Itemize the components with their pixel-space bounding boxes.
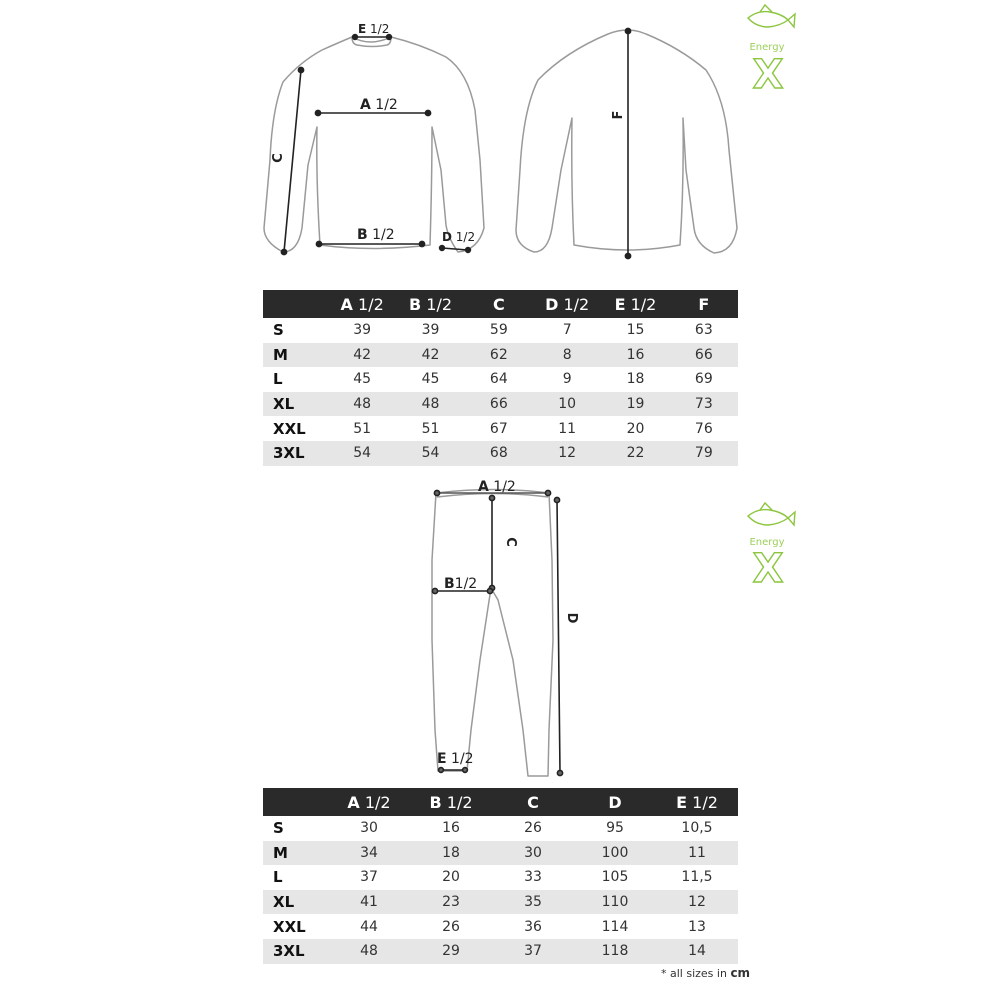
measurement-cell: 45: [421, 371, 440, 388]
pants-label-b: B1/2: [444, 576, 478, 592]
measurement-cell: 67: [489, 420, 508, 437]
measurement-cell: 19: [601, 392, 669, 417]
carp-fish-icon: [748, 5, 795, 27]
measurement-cell: 23: [410, 890, 492, 915]
shirt-back-outline: [516, 30, 737, 253]
table-row: [263, 841, 738, 866]
table-row: [263, 890, 738, 915]
measurement-cell: 110: [574, 890, 656, 915]
size-label: XL: [263, 392, 328, 417]
measurement-cell: 76: [694, 420, 713, 437]
measurement-cell: 48: [328, 939, 410, 964]
measurement-cell: 30: [360, 820, 378, 837]
units-footnote: * all sizes in cm: [661, 966, 751, 980]
measurement-cell: 30: [492, 841, 574, 866]
measurement-cell: 48: [328, 392, 396, 417]
svg-text:Energy: Energy: [749, 42, 785, 53]
measurement-cell: 51: [421, 420, 440, 437]
measurement-cell: 105: [601, 869, 629, 886]
measurement-cell: 16: [442, 820, 460, 837]
measurement-cell: 37: [492, 939, 574, 964]
col-header: D: [574, 788, 656, 816]
measurement-cell: 54: [396, 441, 464, 466]
measurement-cell: 33: [524, 869, 542, 886]
size-label: XXL: [273, 917, 306, 936]
measurement-cell: 34: [328, 841, 410, 866]
size-label: S: [273, 819, 284, 838]
table-row: [263, 441, 738, 466]
svg-text:X: X: [752, 52, 784, 98]
measurement-cell: 7: [562, 322, 572, 339]
size-label: L: [273, 370, 283, 389]
table-row: [263, 416, 738, 441]
measurement-cell: 11: [656, 841, 738, 866]
measurement-cell: 79: [670, 441, 738, 466]
shirt-label-a: A 1/2: [360, 97, 398, 113]
measurement-cell: 20: [442, 869, 460, 886]
svg-text:X: X: [752, 546, 784, 592]
measurement-cell: 9: [562, 371, 572, 388]
shirt-size-table: [263, 290, 738, 466]
measurement-cell: 59: [489, 322, 508, 339]
measurement-cell: 36: [524, 918, 542, 935]
measurement-cell: 95: [606, 820, 624, 837]
shirt-label-c: C: [271, 153, 286, 163]
table-row: [263, 914, 738, 939]
measurement-cell: 100: [574, 841, 656, 866]
shirt-label-b: B 1/2: [357, 227, 395, 243]
size-label: 3XL: [263, 441, 328, 466]
table-row: [263, 343, 738, 368]
measurement-cell: 62: [465, 343, 533, 368]
carp-fish-icon: [748, 503, 795, 525]
measurement-cell: 114: [601, 918, 629, 935]
measurement-cell: 12: [656, 890, 738, 915]
measurement-cell: 12: [533, 441, 601, 466]
measurement-cell: 15: [626, 322, 645, 339]
measurement-cell: 35: [492, 890, 574, 915]
table-row: [263, 318, 738, 343]
size-label: XXL: [273, 419, 306, 438]
measurement-cell: 42: [396, 343, 464, 368]
shirt-label-f: F: [611, 110, 626, 120]
pants-label-e: E 1/2: [437, 751, 474, 767]
measurement-cell: 39: [421, 322, 440, 339]
size-label: XL: [263, 890, 328, 915]
shirt-diagram: [0, 0, 1000, 280]
shirt-label-e: E 1/2: [358, 22, 390, 36]
measurement-cell: 14: [656, 939, 738, 964]
pants-diagram: [0, 470, 1000, 790]
table-row: [263, 939, 738, 964]
measurement-cell: 48: [396, 392, 464, 417]
col-header: C: [465, 290, 533, 318]
col-header: A 1/2: [328, 788, 410, 816]
table-row: [263, 392, 738, 417]
measurement-cell: 22: [601, 441, 669, 466]
measurement-cell: 11,5: [681, 869, 713, 886]
measurement-cell: 13: [688, 918, 706, 935]
measurement-cell: 45: [353, 371, 372, 388]
col-header: E 1/2: [656, 788, 738, 816]
measurement-cell: 69: [694, 371, 713, 388]
col-header: F: [670, 290, 738, 318]
table-row: [263, 816, 738, 841]
shirt-front-outline: [264, 37, 484, 252]
col-header: D 1/2: [533, 290, 601, 318]
table-row: [263, 367, 738, 392]
shirt-label-d: D 1/2: [442, 230, 476, 244]
col-header: B 1/2: [410, 788, 492, 816]
measurement-cell: 64: [489, 371, 508, 388]
measurement-cell: 20: [626, 420, 645, 437]
pants-size-table: [263, 788, 738, 964]
measurement-cell: 39: [353, 322, 372, 339]
table-header-row: [263, 788, 738, 816]
measurement-cell: 26: [442, 918, 460, 935]
pants-label-c: C: [503, 537, 518, 547]
measurement-cell: 118: [574, 939, 656, 964]
measurement-cell: 8: [533, 343, 601, 368]
pants-label-a: A 1/2: [478, 479, 516, 495]
measurement-cell: 54: [328, 441, 396, 466]
measurement-cell: 66: [465, 392, 533, 417]
svg-text:Energy: Energy: [749, 537, 785, 548]
measurement-cell: 73: [670, 392, 738, 417]
measurement-cell: 42: [328, 343, 396, 368]
col-header: C: [492, 788, 574, 816]
measurement-cell: 66: [670, 343, 738, 368]
measurement-cell: 68: [465, 441, 533, 466]
size-label: S: [273, 321, 284, 340]
size-label: 3XL: [263, 939, 328, 964]
measurement-cell: 29: [410, 939, 492, 964]
table-row: [263, 865, 738, 890]
measurement-cell: 16: [601, 343, 669, 368]
energy-logo: [748, 503, 795, 592]
size-label: M: [263, 343, 328, 368]
measurement-cell: 63: [694, 322, 713, 339]
measurement-cell: 26: [524, 820, 542, 837]
size-label: M: [263, 841, 328, 866]
measurement-cell: 37: [360, 869, 378, 886]
measurement-cell: 18: [410, 841, 492, 866]
measurement-cell: 10: [533, 392, 601, 417]
measurement-cell: 18: [626, 371, 645, 388]
col-header: B 1/2: [396, 290, 464, 318]
measurement-cell: 10,5: [681, 820, 713, 837]
pants-label-d: D: [564, 612, 579, 624]
energy-logo: [748, 5, 795, 98]
size-label: L: [273, 868, 283, 887]
col-header: A 1/2: [328, 290, 396, 318]
col-header: E 1/2: [601, 290, 669, 318]
measurement-cell: 11: [558, 420, 577, 437]
measurement-cell: 41: [328, 890, 410, 915]
measurement-cell: 51: [353, 420, 372, 437]
measurement-cell: 44: [360, 918, 378, 935]
table-header-row: [263, 290, 738, 318]
